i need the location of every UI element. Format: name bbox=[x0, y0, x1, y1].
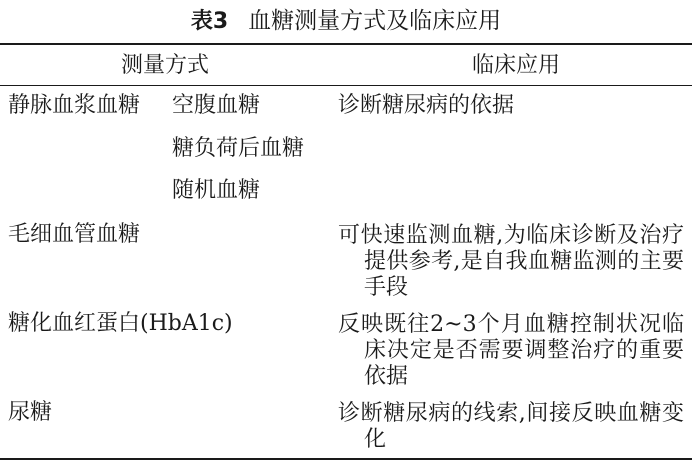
top-rule bbox=[0, 43, 692, 45]
header-rule bbox=[0, 85, 692, 86]
row-1-subtype-2: 糖负荷后血糖 bbox=[172, 136, 305, 161]
row-3-method: 糖化血红蛋白(HbA1c) bbox=[8, 311, 233, 336]
row-1-method: 静脉血浆血糖 bbox=[8, 93, 141, 118]
row-4-application: 诊断糖尿病的线索,间接反映血糖变化 bbox=[338, 401, 684, 452]
row-2-method: 毛细血管血糖 bbox=[8, 222, 141, 247]
row-3-application: 反映既往2~3个月血糖控制状况临床决定是否需要调整治疗的重要依据 bbox=[338, 312, 684, 389]
table-number: 表3 bbox=[190, 9, 229, 34]
column-header-method: 测量方式 bbox=[120, 53, 209, 78]
table-caption bbox=[0, 4, 692, 38]
table-title: 血糖测量方式及临床应用 bbox=[248, 8, 502, 34]
row-4-method: 尿糖 bbox=[8, 400, 53, 425]
row-1-subtype-3: 随机血糖 bbox=[172, 178, 261, 203]
column-header-application: 临床应用 bbox=[471, 53, 560, 78]
row-1-application: 诊断糖尿病的依据 bbox=[338, 93, 515, 118]
bottom-rule bbox=[0, 458, 692, 460]
row-2-application: 可快速监测血糖,为临床诊断及治疗提供参考,是自我血糖监测的主要手段 bbox=[338, 223, 684, 300]
row-1-subtype-1: 空腹血糖 bbox=[172, 93, 261, 118]
